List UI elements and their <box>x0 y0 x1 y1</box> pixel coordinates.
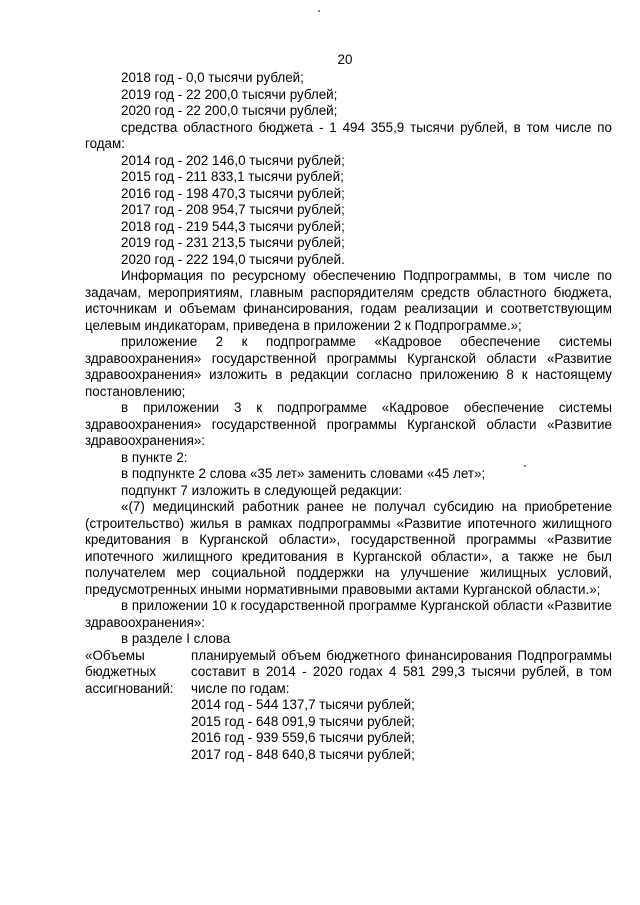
paragraph: Информация по ресурсному обеспечению Подпрограммы, в том числе по задачам, мероприятиям, главным распорядителям средств областного бюджета, источникам и объемам финансирования, годам реализации и соответствующим целевым индикаторам, приведена в приложении 2 к Подпрограмме.»; <box>85 268 612 333</box>
text-line: в подпункте 2 слова «35 лет» заменить словами «45 лет»; <box>121 466 486 481</box>
page-number: 20 <box>337 52 353 67</box>
paragraph: приложение 2 к подпрограмме «Кадровое обеспечение системы здравоохранения» государственной программы Курганской области «Развитие здравоохранения» изложить в редакции согласно приложению 8 к настоящему постановлению; <box>85 334 612 399</box>
text-line: 2020 год - 222 194,0 тысячи рублей. <box>121 251 345 267</box>
table-value-column <box>191 648 612 764</box>
table-intro: планируемый объем бюджетного финансирования Подпрограммы составит в 2014 - 2020 годах 4 581 299,3 тысячи рублей, в том числе по годам: <box>191 647 612 696</box>
budget-table <box>85 648 612 764</box>
paragraph: средства областного бюджета - 1 494 355,9 тысячи рублей, в том числе по годам: <box>85 119 612 151</box>
text-line: в разделе I слова <box>121 631 231 646</box>
text-line: 2017 год - 208 954,7 тысячи рублей; <box>121 202 345 217</box>
text-line: 2019 год - 231 213,5 тысячи рублей; <box>121 235 345 250</box>
paragraph: «(7) медицинский работник ранее не получал субсидию на приобретение (строительство) жилья в рамках подпрограммы «Развитие ипотечного жилищного кредитования в Курганской области», государственной программы «Развитие ипотечного жилищного кредитования в Курганской области», а также не был получателем мер социальной поддержки на улучшение жилищных условий, предусмотренных иными нормативными правовыми актами Курганской области.»; <box>85 499 612 597</box>
scan-speck <box>524 465 526 467</box>
table-label-line: бюджетных <box>85 664 157 679</box>
text-line: в пункте 2: <box>121 449 188 465</box>
text-line: подпункт 7 изложить в следующей редакции: <box>121 482 403 498</box>
table-year-line: 2015 год - 648 091,9 тысячи рублей; <box>191 713 415 729</box>
document-body <box>85 70 612 763</box>
text-line: 2014 год - 202 146,0 тысячи рублей; <box>121 152 345 168</box>
table-year-line: 2016 год - 939 559,6 тысячи рублей; <box>191 730 415 745</box>
text-line: 2015 год - 211 833,1 тысячи рублей; <box>121 169 344 184</box>
text-line: 2018 год - 0,0 тысячи рублей; <box>121 70 304 85</box>
table-year-line: 2014 год - 544 137,7 тысячи рублей; <box>191 697 415 712</box>
table-year-line: 2017 год - 848 640,8 тысячи рублей; <box>191 746 415 762</box>
scan-speck <box>318 10 320 12</box>
paragraph: в приложении 10 к государственной программе Курганской области «Развитие здравоохранения»: <box>85 598 612 630</box>
text-line: 2020 год - 22 200,0 тысячи рублей; <box>121 103 338 118</box>
paragraph: в приложении 3 к подпрограмме «Кадровое обеспечение системы здравоохранения» государственной программы Курганской области «Развитие здравоохранения»: <box>85 400 612 448</box>
table-label-column <box>85 648 191 764</box>
table-label-line: ассигнований: <box>85 680 174 696</box>
text-line: 2016 год - 198 470,3 тысячи рублей; <box>121 185 345 201</box>
text-line: 2019 год - 22 200,0 тысячи рублей; <box>121 86 338 102</box>
text-line: 2018 год - 219 544,3 тысячи рублей; <box>121 218 345 234</box>
table-label-line: «Объемы <box>85 647 145 663</box>
